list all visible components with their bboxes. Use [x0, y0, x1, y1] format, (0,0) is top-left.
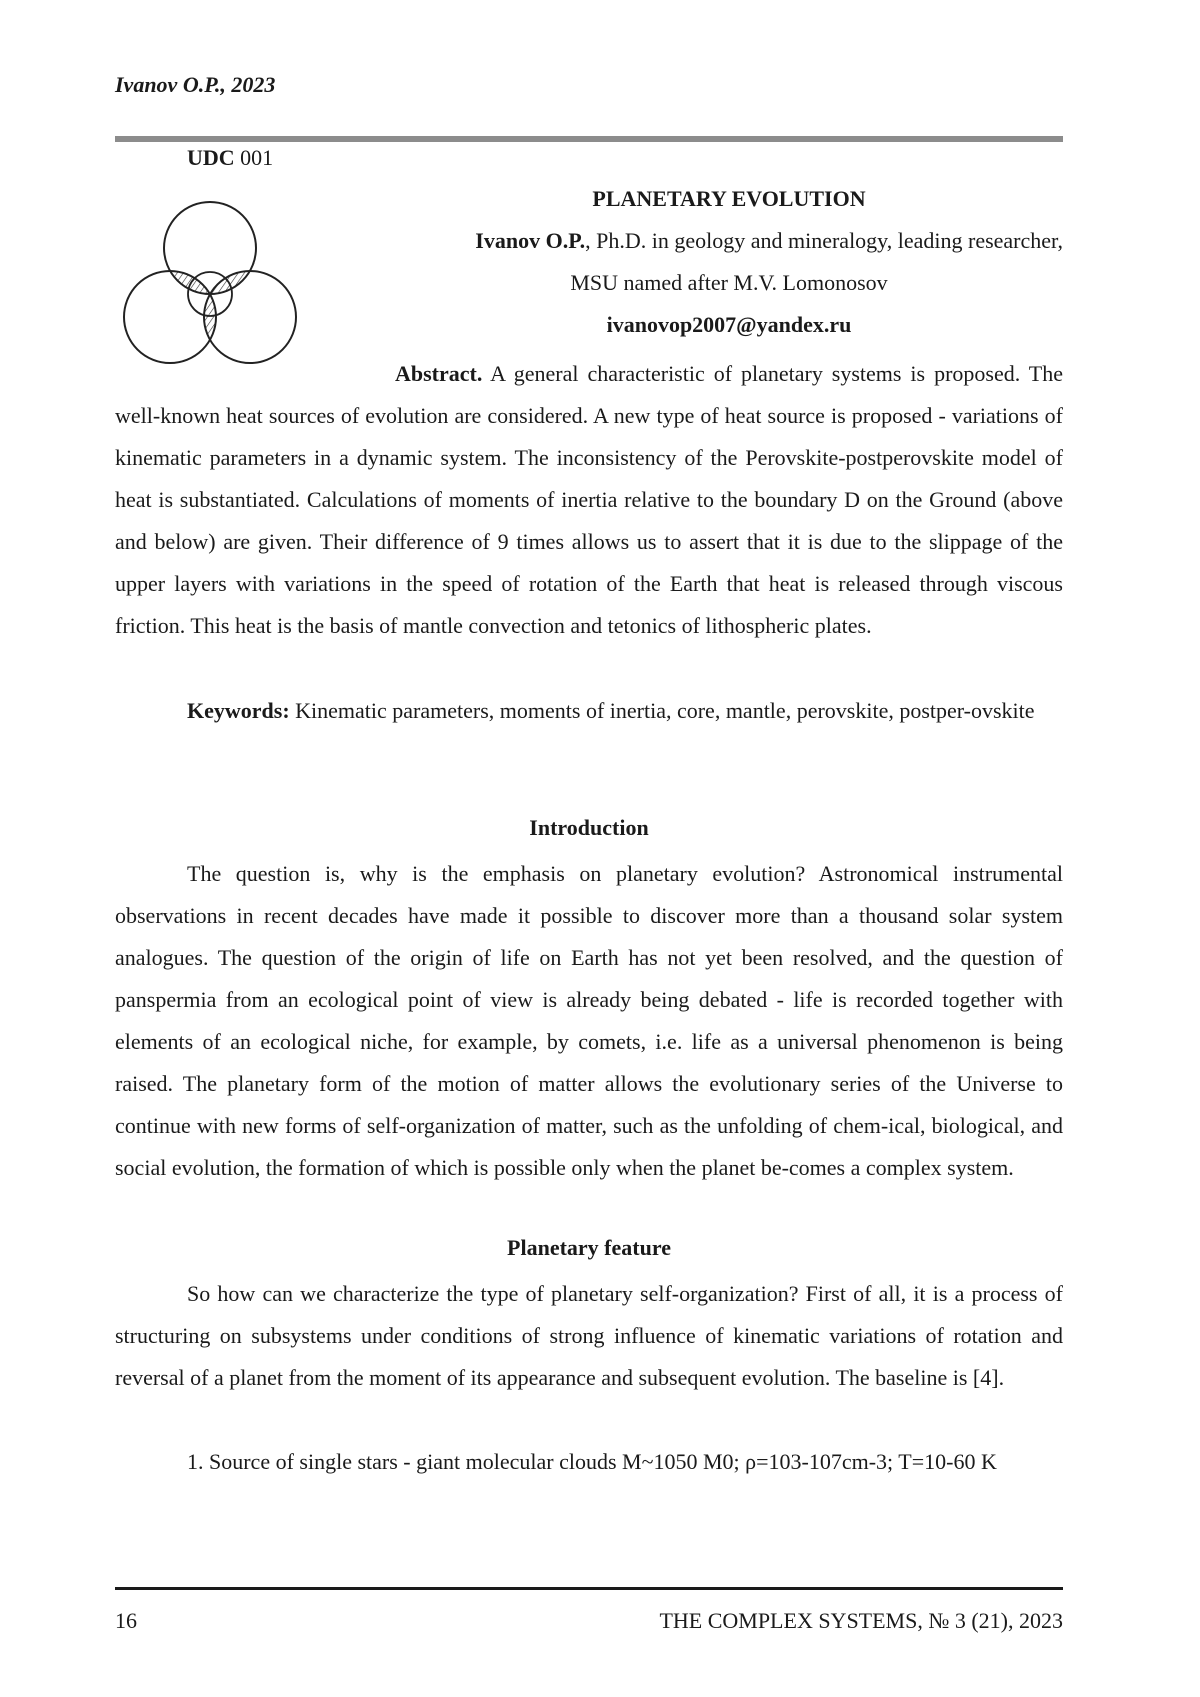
bottom-rule — [115, 1587, 1063, 1590]
abstract-text: A general characteristic of planetary systems is proposed. The well-known heat sources of evolution are considered. A new type of heat source is proposed - variations of kinematic parameters in a dynamic system. The inconsistency of the Perovskite-postperovskite model of heat is substantiated. Calculations of moments of inertia relative to the boundary D on the Ground (above and below) are given. Their difference of 9 times allows us to assert that it is due to the slippage of the upper layers with variations in the speed of rotation of the Earth that heat is released through viscous friction. This heat is the basis of mantle convection and tetonics of lithospheric plates. — [115, 361, 1063, 638]
author-details: , Ph.D. in geology and mineralogy, leading researcher, — [585, 228, 1063, 253]
udc-line — [187, 145, 273, 171]
page-number: 16 — [115, 1608, 137, 1633]
udc-label: UDC — [187, 145, 235, 170]
planetary-feature-heading: Planetary feature — [507, 1235, 671, 1260]
author-affiliation: MSU named after M.V. Lomonosov — [570, 270, 888, 295]
abstract-paragraph — [115, 353, 1063, 647]
journal-citation: THE COMPLEX SYSTEMS, № 3 (21), 2023 — [659, 1608, 1063, 1633]
abstract-label: Abstract. — [395, 361, 483, 386]
page-footer — [115, 1608, 1063, 1634]
article-title: PLANETARY EVOLUTION — [592, 186, 866, 211]
author-name: Ivanov O.P. — [475, 228, 586, 253]
planetary-feature-paragraph: So how can we characterize the type of planetary self-organization? First of all, it is a process of structuring on subsystems under conditions of strong influence of kinematic variations of rotation and reversal of a planet from the moment of its appearance and subsequent evolution. The baseline is [4]. — [115, 1281, 1063, 1390]
introduction-paragraph: The question is, why is the emphasis on planetary evolution? Astronomical instrumental observations in recent decades have made it possible to discover more than a thousand solar system analogues. The question of the origin of life on Earth has not yet been resolved, and the question of panspermia from an ecological point of view is already being debated - life is recorded together with elements of an ecological niche, for example, by comets, i.e. life as a universal phenomenon is being raised. The planetary form of the motion of matter allows the evolutionary series of the Universe to continue with new forms of self-organization of matter, such as the unfolding of chem-ical, biological, and social evolution, the formation of which is possible only when the planet be-comes a complex system. — [115, 861, 1063, 1180]
running-head: Ivanov O.P., 2023 — [115, 72, 276, 97]
author-email: ivanovop2007@yandex.ru — [606, 312, 852, 337]
top-rule — [115, 136, 1063, 142]
list-item: 1. Source of single stars - giant molecular clouds M~1050 M0; ρ=103-107cm-3; T=10-60 K — [187, 1449, 997, 1474]
keywords-paragraph — [115, 690, 1063, 732]
author-line — [395, 228, 1063, 254]
introduction-heading: Introduction — [529, 815, 649, 840]
udc-value: 001 — [240, 145, 274, 170]
keywords-text: Kinematic parameters, moments of inertia, core, mantle, perovskite, postper-ovskite — [295, 698, 1035, 723]
keywords-label: Keywords: — [187, 698, 290, 723]
